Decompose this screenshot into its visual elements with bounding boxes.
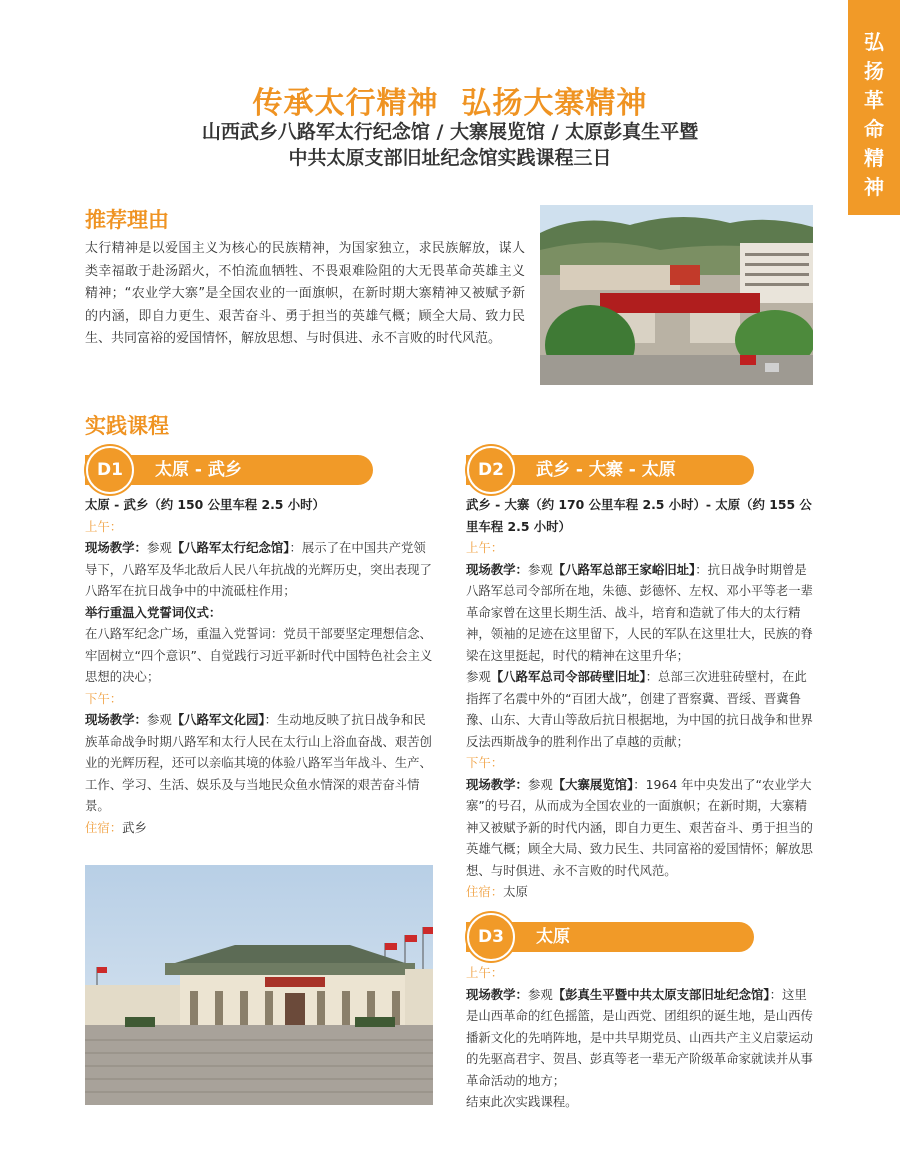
day3-badge: D3 <box>467 913 515 961</box>
visit-word: 参观 <box>527 776 553 792</box>
course-heading: 实践课程 <box>85 413 169 438</box>
subtitle-line-2: 中共太原支部旧址纪念馆实践课程三日 <box>288 147 612 169</box>
stay-label: 住宿： <box>466 884 504 899</box>
side-tab-char: 精 <box>864 146 884 170</box>
stay-value: 太原 <box>503 884 528 899</box>
visit-word: 参观 <box>466 669 491 684</box>
day2-route: 武乡 - 大寨（约 170 公里车程 2.5 小时）- 太原（约 155 公里车程 2.5 小时） <box>466 497 812 534</box>
dazhai-village-photo <box>540 205 813 385</box>
day1-oath-label: 举行重温入党誓词仪式： <box>85 604 222 620</box>
reason-heading: 推荐理由 <box>85 207 169 232</box>
subtitle-line-1: 山西武乡八路军太行纪念馆 / 大寨展览馆 / 太原彭真生平暨 <box>201 121 699 143</box>
day2-am-label: 上午： <box>466 540 504 555</box>
day1-pm-label: 下午： <box>85 690 123 706</box>
day1-route: 太原 - 武乡（约 150 公里车程 2.5 小时） <box>85 497 325 512</box>
page-title: 传承太行精神 弘扬大寨精神 <box>252 86 648 121</box>
stay-label: 住宿： <box>85 819 123 835</box>
site-name: 【八路军总部王家峪旧址】 <box>552 561 696 577</box>
day3-title: 太原 <box>536 927 570 947</box>
stay-value: 武乡 <box>122 819 147 835</box>
day1-teach1 <box>85 537 433 602</box>
day1-content <box>85 494 433 838</box>
visit-word: 参观 <box>527 561 553 577</box>
visit-word: 参观 <box>146 540 172 555</box>
teach-label: 现场教学： <box>466 986 528 1002</box>
reason-text: 太行精神是以爱国主义为核心的民族精神，为国家独立，求民族解放，谋人类幸福敢于赴汤蹈火，不怕流血牺牲、不畏艰难险阻的大无畏革命英雄主义精神；“农业学大寨”是全国农业的一面旗帜，在新时期大寨精神又被赋予新的内涵，即自力更生、艰苦奋斗、勇于担当的英雄气概；顾全大局、致力民生、共同富裕的爱国情怀，解放思想、与时俱进、永不言败的时代风范。 <box>85 241 525 346</box>
visit-word: 参观 <box>527 986 553 1002</box>
day2-pm-label: 下午： <box>466 755 504 770</box>
day2-content <box>466 494 814 903</box>
day2-teach1 <box>466 559 814 667</box>
side-tab-char: 扬 <box>864 59 884 83</box>
site-desc: ：展示了在中国共产党领导下，八路军及华北敌后人民八年抗战的光辉历史，突出表现了八路军在抗日战争中的中流砥柱作用； <box>85 540 432 598</box>
teach-label: 现场教学： <box>466 776 528 792</box>
day3-content <box>466 962 814 1113</box>
day3-teach1 <box>466 984 814 1092</box>
side-tab-char: 神 <box>864 175 884 199</box>
day1-stay <box>85 817 433 839</box>
site-name: 【彭真生平暨中共太原支部旧址纪念馆】 <box>552 986 770 1002</box>
day2-badge: D2 <box>467 446 515 494</box>
site-name: 【大寨展览馆】 <box>552 776 634 792</box>
site-desc: ：这里是山西革命的红色摇篮，是山西党、团组织的诞生地，是山西传播新文化的先哨阵地，是中共早期党员、山西共产主义启蒙运动的先驱高君宇、贺昌、彭真等老一辈无产阶级革命家就读并从事革命活动的地方； <box>466 986 813 1088</box>
day1-teach2 <box>85 709 433 817</box>
teach-label: 现场教学： <box>466 561 528 577</box>
side-tab-char: 革 <box>864 88 884 112</box>
day1-title: 太原 - 武乡 <box>155 460 242 480</box>
side-tab-char: 命 <box>864 117 884 141</box>
day3-am-label: 上午： <box>466 965 504 980</box>
visit-word: 参观 <box>146 712 172 727</box>
memorial-hall-photo <box>85 865 433 1105</box>
site-name: 【八路军总司令部砖壁旧址】 <box>490 669 646 684</box>
day3-end: 结束此次实践课程。 <box>466 1094 578 1109</box>
teach-label: 现场教学： <box>85 540 147 555</box>
day1-am-label: 上午： <box>85 518 123 534</box>
day1-oath-text: 在八路军纪念广场，重温入党誓词：党员干部要坚定理想信念、牢固树立“四个意识”、自觉践行习近平新时代中国特色社会主义思想的决心； <box>85 626 433 684</box>
day2-stay <box>466 881 814 903</box>
site-desc: ：抗日战争时期曾是八路军总司令部所在地，朱德、彭德怀、左权、邓小平等老一辈革命家曾在这里长期生活、战斗，培育和造就了伟大的太行精神，领袖的足迹在这里留下，人民的军队在这里壮大，民族的脊梁在这里挺起，时代的精神在这里升华； <box>466 561 813 663</box>
day2-teach2 <box>466 774 814 882</box>
teach-label: 现场教学： <box>85 712 147 727</box>
page-subtitle <box>0 119 900 171</box>
site-desc: ：1964 年中央发出了“农业学大寨”的号召，从而成为全国农业的一面旗帜；在新时期，大寨精神又被赋予新的时代内涵，即自力更生、艰苦奋斗、勇于担当的英雄气概；顾全大局、致力民生、共同富裕的爱国情怀；解放思想、与时俱进、永不言败的时代风范。 <box>466 776 813 878</box>
site-desc: ：总部三次进驻砖壁村，在此指挥了名震中外的“百团大战”，创建了晋察冀、晋绥、晋冀鲁豫、山东、大青山等敌后抗日根据地，为中国的抗日战争和世界反法西斯战争的胜利作出了卓越的贡献； <box>466 669 813 749</box>
day2-visit2 <box>466 666 814 752</box>
site-name: 【八路军太行纪念馆】 <box>171 540 290 555</box>
site-name: 【八路军文化园】 <box>171 712 265 727</box>
site-desc: ：生动地反映了抗日战争和民族革命战争时期八路军和太行人民在太行山上浴血奋战、艰苦创业的光辉历程，还可以亲临其境的体验八路军当年战斗、生产、工作、学习、生活、娱乐及与当地民众鱼水情深的艰苦奋斗情景。 <box>85 712 432 813</box>
day2-title: 武乡 - 大寨 - 太原 <box>536 460 676 480</box>
day1-badge: D1 <box>86 446 134 494</box>
side-tab-char: 弘 <box>864 30 884 54</box>
